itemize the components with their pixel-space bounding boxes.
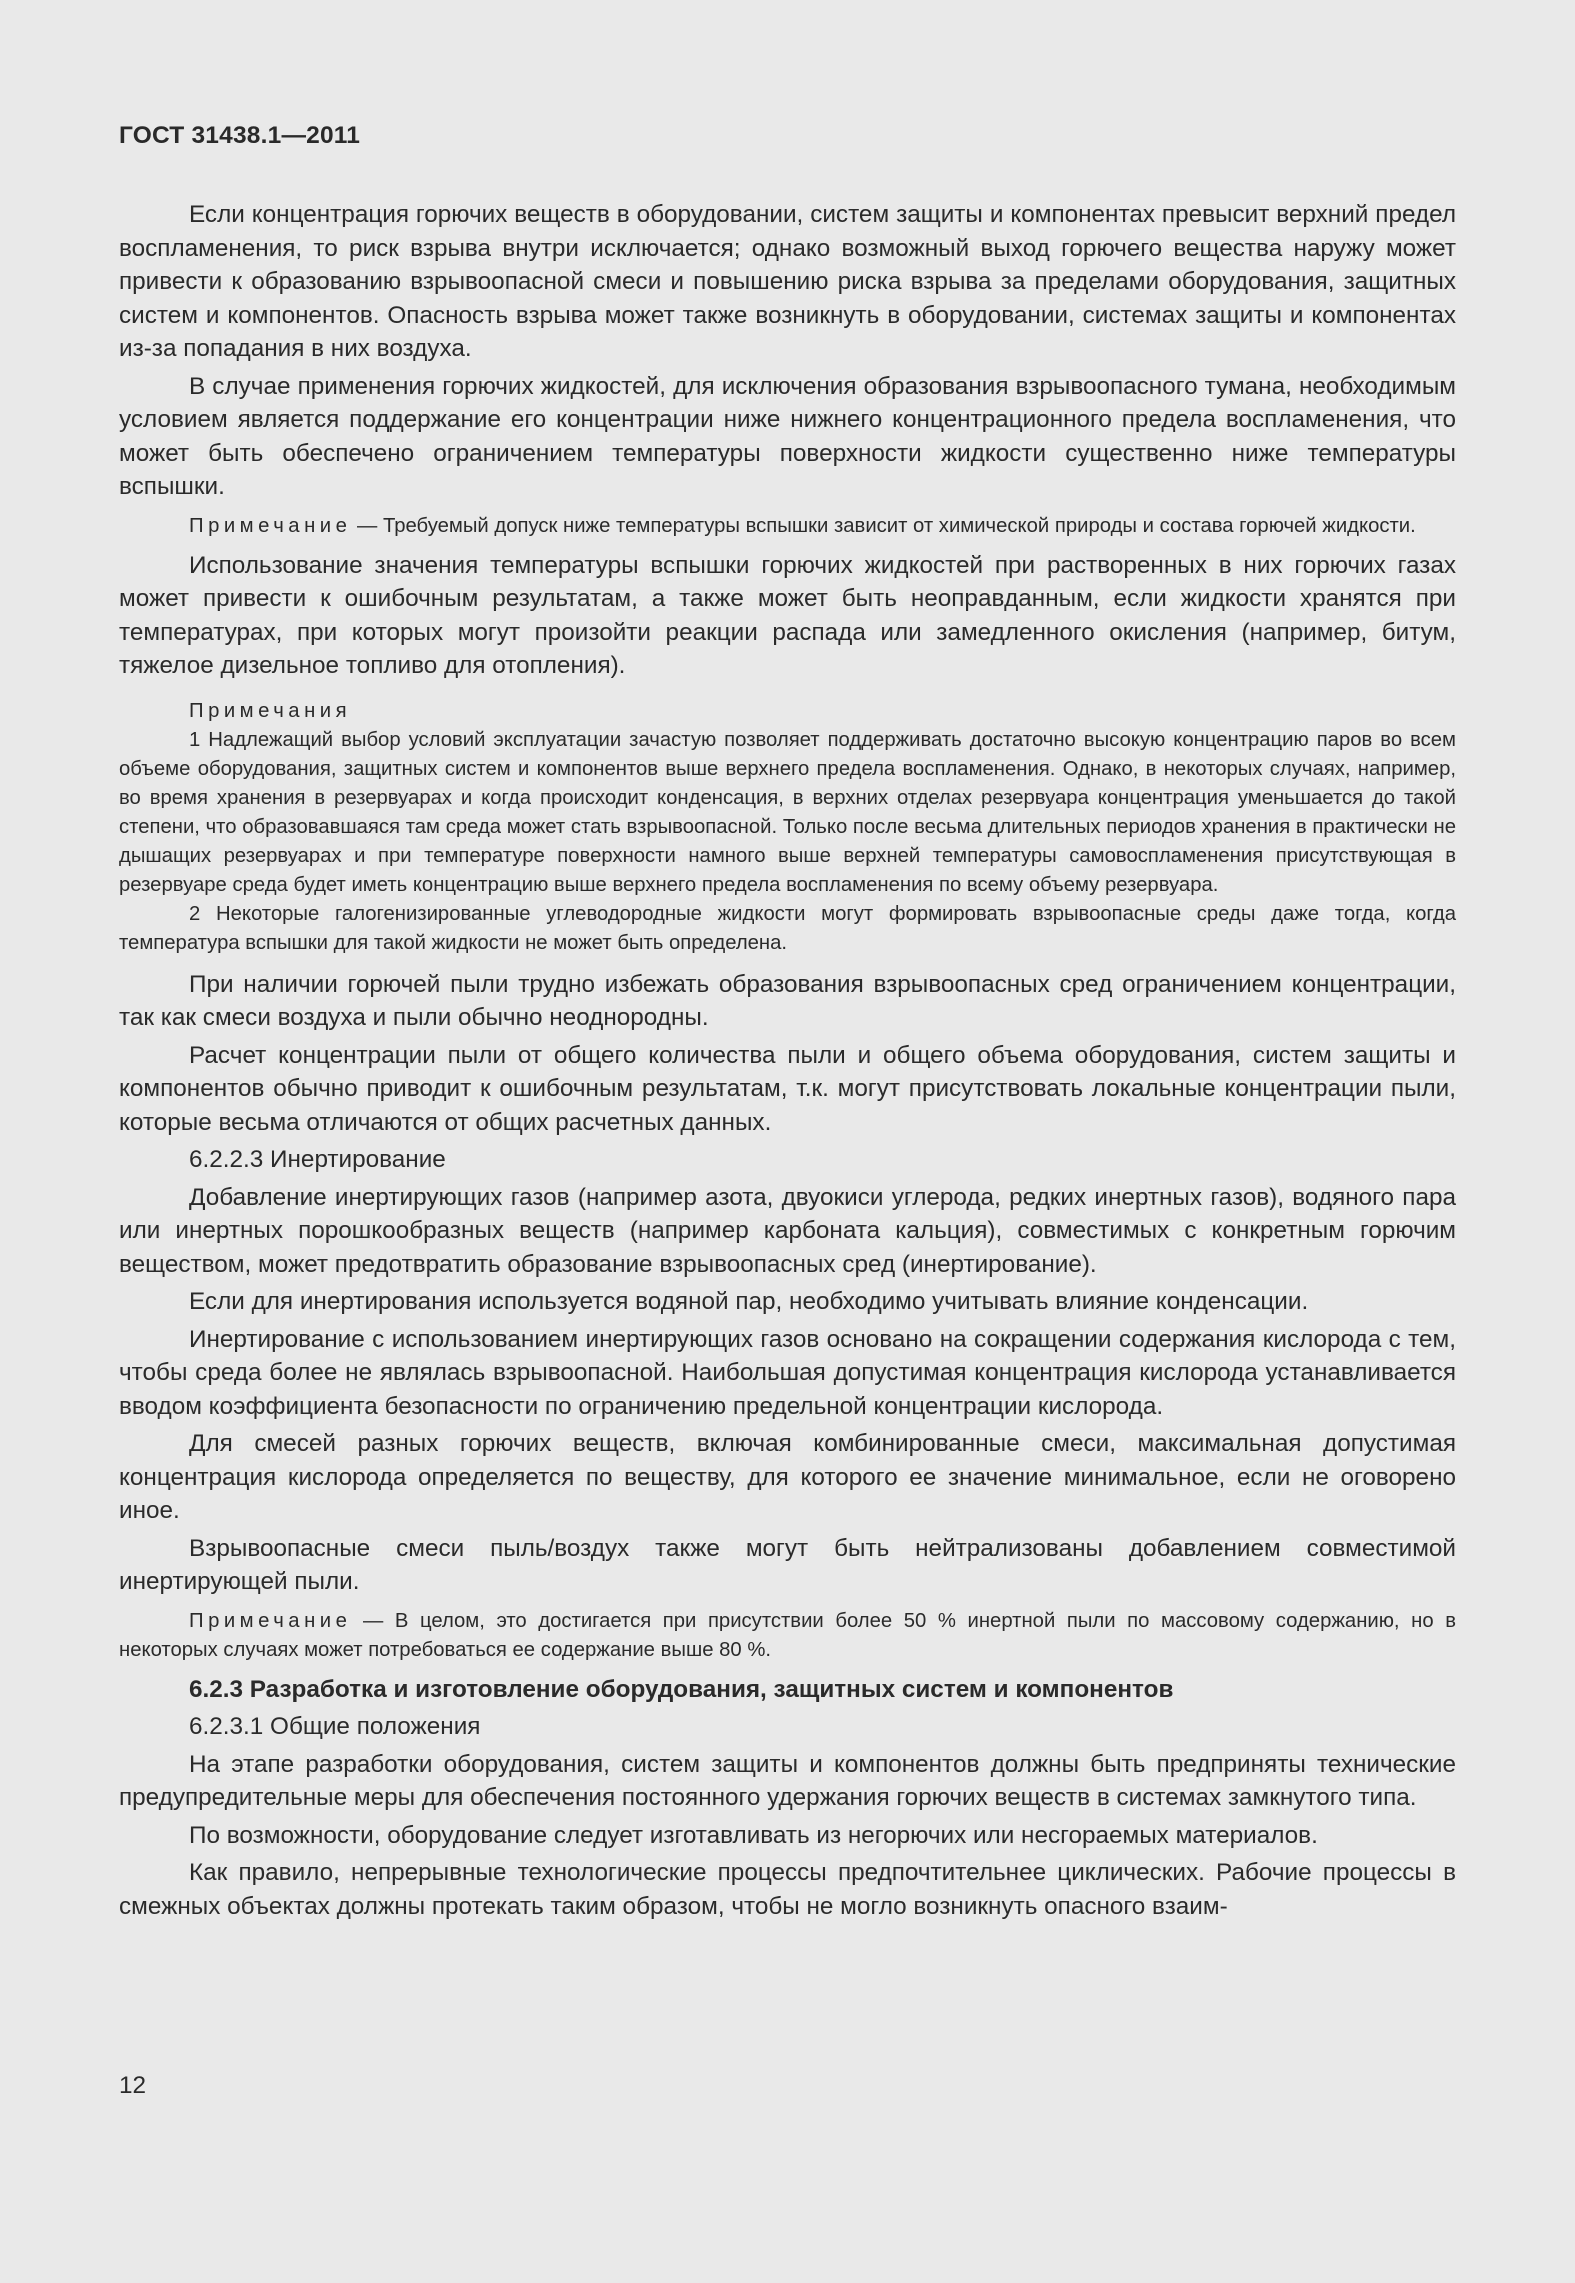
paragraph: Расчет концентрации пыли от общего количества пыли и общего объема оборудования, систем защиты и компонентов обычно приводит к ошибочным результатам, т.к. могут присутствовать локальные концентрации пыли, которые весьма отличаются от общих расчетных данных. bbox=[119, 1041, 1456, 1136]
paragraph: Как правило, непрерывные технологические процессы предпочтительнее циклических. Рабочие процессы в смежных объектах должны протекать таким образом, чтобы не могло возникнуть опасного взаим- bbox=[119, 1859, 1456, 1920]
paragraph: Добавление инертирующих газов (например азота, двуокиси углерода, редких инертных газов), водяного пара или инертных порошкообразных веществ (например карбоната кальция), совместимых с конкретным горючим веществом, может предотвратить образование взрывоопасных сред (инертирование). bbox=[119, 1183, 1456, 1278]
note-label: Примечание bbox=[189, 514, 352, 537]
paragraph: На этапе разработки оборудования, систем защиты и компонентов должны быть предприняты технические предупредительные меры для обеспечения постоянного удержания горючих веществ в системах замкнутого типа. bbox=[119, 1750, 1456, 1811]
note-text: — В целом, это достигается при присутствии более 50 % инертной пыли по массовому содержанию, но в некоторых случаях может потребоваться ее содержание выше 80 %. bbox=[119, 1609, 1456, 1661]
note-label: Примечание bbox=[189, 1609, 352, 1632]
document-body bbox=[119, 198, 1456, 1927]
note-text: — Требуемый допуск ниже температуры вспышки зависит от химической природы и состава горючей жидкости. bbox=[351, 514, 1416, 537]
document-header: ГОСТ 31438.1—2011 bbox=[119, 122, 361, 149]
page-number: 12 bbox=[119, 2072, 147, 2099]
paragraph: В случае применения горючих жидкостей, для исключения образования взрывоопасного тумана, необходимым условием является поддержание его концентрации ниже нижнего концентрационного предела воспламенения, что может быть обеспечено ограничением температуры поверхности жидкости существенно ниже температуры вспышки. bbox=[119, 372, 1456, 500]
paragraph: Инертирование с использованием инертирующих газов основано на сокращении содержания кислорода с тем, чтобы среда более не являлась взрывоопасной. Наибольшая допустимая концентрация кислорода устанавливается вводом коэффициента безопасности по ограничению предельной концентрации кислорода. bbox=[119, 1325, 1456, 1420]
section-heading: 6.2.3.1 Общие положения bbox=[189, 1713, 481, 1740]
note-item: 1 Надлежащий выбор условий эксплуатации зачастую позволяет поддерживать достаточно высокую концентрацию паров во всем объеме оборудования, защитных систем и компонентов выше верхнего предела воспламенения. Однако, в некоторых случаях, например, во время хранения в резервуарах и когда происходит конденсация, в верхних отделах резервуара концентрация уменьшается до такой степени, что образовавшаяся там среда может стать взрывоопасной. Только после весьма длительных периодов хранения в практически не дышащих резервуарах и при температуре поверхности намного выше верхней температуры самовоспламенения присутствующая в резервуаре среда будет иметь концентрацию выше верхнего предела воспламенения по всему объему резервуара. bbox=[119, 728, 1456, 896]
paragraph: Использование значения температуры вспышки горючих жидкостей при растворенных в них горючих газах может привести к ошибочным результатам, а также может быть неоправданным, если жидкости хранятся при температурах, при которых могут произойти реакции распада или замедленного окисления (например, битум, тяжелое дизельное топливо для отопления). bbox=[119, 551, 1456, 679]
notes-heading: Примечания bbox=[189, 699, 352, 722]
note-item: 2 Некоторые галогенизированные углеводородные жидкости могут формировать взрывоопасные среды даже тогда, когда температура вспышки для такой жидкости не может быть определена. bbox=[119, 902, 1456, 954]
section-heading-bold: 6.2.3 Разработка и изготовление оборудования, защитных систем и компонентов bbox=[189, 1675, 1174, 1703]
note bbox=[119, 1607, 1456, 1665]
paragraph: При наличии горючей пыли трудно избежать образования взрывоопасных сред ограничением концентрации, так как смеси воздуха и пыли обычно неоднородны. bbox=[119, 970, 1456, 1031]
paragraph: Взрывоопасные смеси пыль/воздух также могут быть нейтрализованы добавлением совместимой инертирующей пыли. bbox=[119, 1534, 1456, 1595]
paragraph: Для смесей разных горючих веществ, включая комбинированные смеси, максимальная допустимая концентрация кислорода определяется по веществу, для которого ее значение минимальное, если не оговорено иное. bbox=[119, 1430, 1456, 1524]
paragraph: По возможности, оборудование следует изготавливать из негорючих или несгораемых материалов. bbox=[189, 1821, 1318, 1849]
section-heading: 6.2.2.3 Инертирование bbox=[189, 1146, 446, 1173]
paragraph: Если концентрация горючих веществ в оборудовании, систем защиты и компонентах превысит верхний предел воспламенения, то риск взрыва внутри исключается; однако возможный выход горючего вещества наружу может привести к образованию взрывоопасной смеси и повышению риска взрыва за пределами оборудования, защитных систем и компонентов. Опасность взрыва может также возникнуть в оборудовании, системах защиты и компонентах из-за попадания в них воздуха. bbox=[119, 201, 1456, 362]
note bbox=[119, 512, 1456, 541]
paragraph: Если для инертирования используется водяной пар, необходимо учитывать влияние конденсации. bbox=[189, 1288, 1309, 1315]
